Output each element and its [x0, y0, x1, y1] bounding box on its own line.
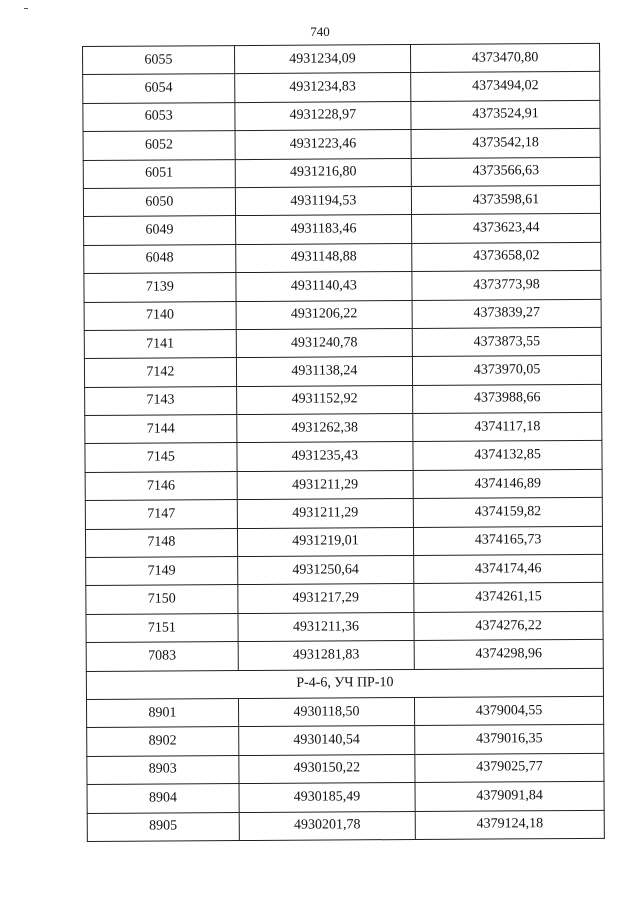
point-id-cell: 8901: [86, 699, 238, 728]
coordinates-table: [82, 43, 605, 842]
x-coordinate-cell: 4931148,88: [235, 243, 412, 272]
table-row: [84, 214, 601, 246]
table-row: [84, 242, 601, 274]
x-coordinate-cell: 4930185,49: [239, 783, 416, 812]
y-coordinate-cell: 4373566,63: [411, 157, 600, 187]
y-coordinate-cell: 4374165,73: [414, 526, 603, 556]
point-id-cell: 7139: [84, 273, 236, 302]
x-coordinate-cell: 4931194,53: [235, 186, 412, 215]
table-row: [85, 469, 602, 501]
point-id-cell: 7144: [85, 415, 237, 444]
y-coordinate-cell: 4374146,89: [413, 469, 602, 499]
table-row: [84, 299, 601, 331]
y-coordinate-cell: 4373542,18: [411, 129, 600, 159]
page-number: 740: [310, 24, 330, 39]
table-row: [83, 185, 600, 217]
x-coordinate-cell: 4931152,92: [236, 385, 413, 414]
x-coordinate-cell: 4931219,01: [237, 527, 414, 556]
x-coordinate-cell: 4931228,97: [235, 101, 412, 130]
y-coordinate-cell: 4379124,18: [415, 810, 604, 840]
y-coordinate-cell: 4374298,96: [414, 640, 603, 670]
point-id-cell: 7140: [84, 301, 236, 330]
table-row: [84, 356, 601, 388]
section-row: [86, 668, 603, 700]
point-id-cell: 6054: [83, 74, 235, 103]
y-coordinate-cell: 4373524,91: [411, 100, 600, 130]
y-coordinate-cell: 4373494,02: [411, 72, 600, 102]
table-row: [87, 810, 604, 842]
point-id-cell: 7149: [86, 557, 238, 586]
section-title: Р-4-6, УЧ ПР-10: [86, 668, 603, 700]
table-row: [86, 554, 603, 586]
table-row: [83, 43, 600, 75]
y-coordinate-cell: 4373839,27: [412, 299, 601, 329]
y-coordinate-cell: 4373658,02: [412, 242, 601, 272]
point-id-cell: 7145: [85, 443, 237, 472]
table-row: [86, 611, 603, 643]
point-id-cell: 8903: [87, 755, 239, 784]
x-coordinate-cell: 4931281,83: [238, 641, 415, 670]
x-coordinate-cell: 4930140,54: [238, 726, 415, 755]
table-row: [85, 384, 602, 416]
point-id-cell: 7143: [85, 386, 237, 415]
point-id-cell: 6048: [84, 244, 236, 273]
y-coordinate-cell: 4379091,84: [415, 781, 604, 811]
point-id-cell: 6049: [84, 216, 236, 245]
table-row: [83, 100, 600, 132]
x-coordinate-cell: 4930118,50: [238, 697, 415, 726]
table-row: [84, 327, 601, 359]
y-coordinate-cell: 4374117,18: [413, 412, 602, 442]
table-row: [87, 753, 604, 785]
y-coordinate-cell: 4374261,15: [414, 583, 603, 613]
x-coordinate-cell: 4931240,78: [236, 328, 413, 357]
x-coordinate-cell: 4931250,64: [237, 556, 414, 585]
x-coordinate-cell: 4931262,38: [236, 414, 413, 443]
point-id-cell: 7141: [84, 329, 236, 358]
x-coordinate-cell: 4931234,83: [234, 73, 411, 102]
x-coordinate-cell: 4931138,24: [236, 357, 413, 386]
x-coordinate-cell: 4931183,46: [235, 215, 412, 244]
table-row: [85, 526, 602, 558]
point-id-cell: 7147: [85, 500, 237, 529]
x-coordinate-cell: 4931211,29: [237, 499, 414, 528]
table-row: [83, 129, 600, 161]
point-id-cell: 6050: [83, 188, 235, 217]
x-coordinate-cell: 4931223,46: [235, 130, 412, 159]
table-row: [87, 725, 604, 757]
y-coordinate-cell: 4373988,66: [413, 384, 602, 414]
x-coordinate-cell: 4930201,78: [239, 811, 416, 840]
x-coordinate-cell: 4931235,43: [237, 442, 414, 471]
point-id-cell: 7142: [84, 358, 236, 387]
table-row: [85, 441, 602, 473]
scan-mark: [24, 8, 28, 9]
y-coordinate-cell: 4374174,46: [414, 554, 603, 584]
point-id-cell: 8902: [87, 727, 239, 756]
table-row: [84, 270, 601, 302]
point-id-cell: 7151: [86, 613, 238, 642]
point-id-cell: 7150: [86, 585, 238, 614]
table-row: [83, 72, 600, 104]
x-coordinate-cell: 4931140,43: [236, 272, 413, 301]
table-row: [85, 498, 602, 530]
y-coordinate-cell: 4373623,44: [412, 214, 601, 244]
point-id-cell: 6052: [83, 131, 235, 160]
y-coordinate-cell: 4379025,77: [415, 753, 604, 783]
table-row: [83, 157, 600, 189]
x-coordinate-cell: 4931217,29: [237, 584, 414, 613]
y-coordinate-cell: 4374276,22: [414, 611, 603, 641]
x-coordinate-cell: 4931211,29: [237, 470, 414, 499]
y-coordinate-cell: 4374159,82: [413, 498, 602, 528]
table-row: [86, 696, 603, 728]
y-coordinate-cell: 4373773,98: [412, 270, 601, 300]
y-coordinate-cell: 4374132,85: [413, 441, 602, 471]
point-id-cell: 8904: [87, 784, 239, 813]
x-coordinate-cell: 4930150,22: [239, 754, 416, 783]
x-coordinate-cell: 4931216,80: [235, 158, 412, 187]
x-coordinate-cell: 4931234,09: [234, 44, 411, 73]
y-coordinate-cell: 4373598,61: [412, 185, 601, 215]
table-row: [85, 412, 602, 444]
y-coordinate-cell: 4373970,05: [413, 356, 602, 386]
table-row: [86, 640, 603, 672]
point-id-cell: 7083: [86, 642, 238, 671]
table-row: [87, 781, 604, 813]
y-coordinate-cell: 4373470,80: [411, 43, 600, 73]
point-id-cell: 6053: [83, 102, 235, 131]
y-coordinate-cell: 4379016,35: [415, 725, 604, 755]
point-id-cell: 6055: [83, 46, 235, 75]
table-row: [86, 583, 603, 615]
y-coordinate-cell: 4379004,55: [415, 696, 604, 726]
x-coordinate-cell: 4931211,36: [238, 612, 415, 641]
point-id-cell: 7148: [85, 528, 237, 557]
point-id-cell: 8905: [87, 812, 239, 841]
point-id-cell: 7146: [85, 471, 237, 500]
x-coordinate-cell: 4931206,22: [236, 300, 413, 329]
y-coordinate-cell: 4373873,55: [412, 327, 601, 357]
point-id-cell: 6051: [83, 159, 235, 188]
